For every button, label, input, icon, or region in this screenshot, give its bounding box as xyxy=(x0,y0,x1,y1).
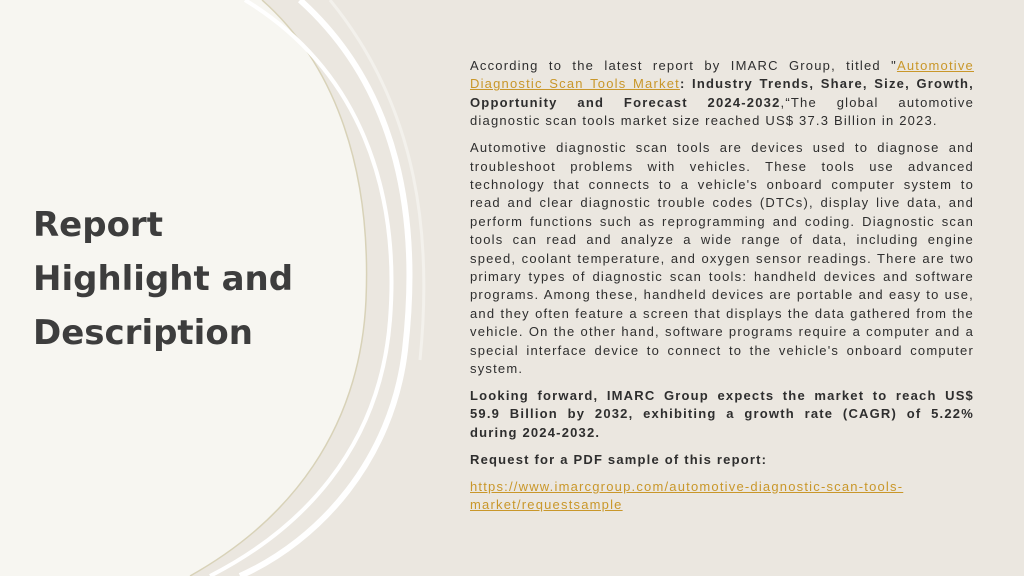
request-label: Request for a PDF sample of this report: xyxy=(470,451,768,467)
request-sample-link[interactable] xyxy=(470,479,903,512)
forecast-text: Looking forward, IMARC Group expects the market to reach US$ 59.9 Billion by 2032, exhibiting a growth rate (CAGR) of 5.22% during 2024-2032. xyxy=(470,387,974,440)
report-description xyxy=(470,57,974,523)
request-paragraph xyxy=(470,451,974,469)
intro-paragraph xyxy=(470,57,974,131)
title-line-3: Description xyxy=(33,313,253,353)
description-paragraph: Automotive diagnostic scan tools are devices used to diagnose and troubleshoot problems with vehicles. These tools use advanced technology that connects to a vehicle's onboard computer system to read and clear diagnostic trouble codes (DTCs), display live data, and perform functions such as reprogramming and coding. Diagnostic scan tools can read and analyze a wide range of data, including engine speed, coolant temperature, and oxygen sensor readings. There are two primary types of diagnostic scan tools: handheld devices and software programs. Among these, handheld devices are portable and easy to use, and they often feature a screen that displays the data gathered from the vehicle. On the other hand, software programs require a computer and a special interface device to connect to the vehicle's onboard computer system. xyxy=(470,140,974,376)
forecast-paragraph xyxy=(470,387,974,442)
report-title-bold: : Industry Trends, Share, Size, Growth, Opportunity and Forecast 2024-2032 xyxy=(470,76,974,110)
request-link-line-2: market/requestsample xyxy=(470,496,623,512)
title-line-2: Highlight and xyxy=(33,259,294,299)
title-line-1: Report xyxy=(33,205,163,245)
intro-prefix: According to the latest report by IMARC Group, titled " xyxy=(470,58,897,73)
intro-suffix: ,“The global automotive diagnostic scan tools market size reached US$ 37.3 Billion in 2023. xyxy=(470,94,975,129)
page-title xyxy=(33,198,333,360)
request-link-line-1: https://www.imarcgroup.com/automotive-diagnostic-scan-tools- xyxy=(470,478,904,494)
request-link-paragraph xyxy=(470,478,974,515)
report-title-link[interactable]: Automotive Diagnostic Scan Tools Market xyxy=(470,58,974,92)
